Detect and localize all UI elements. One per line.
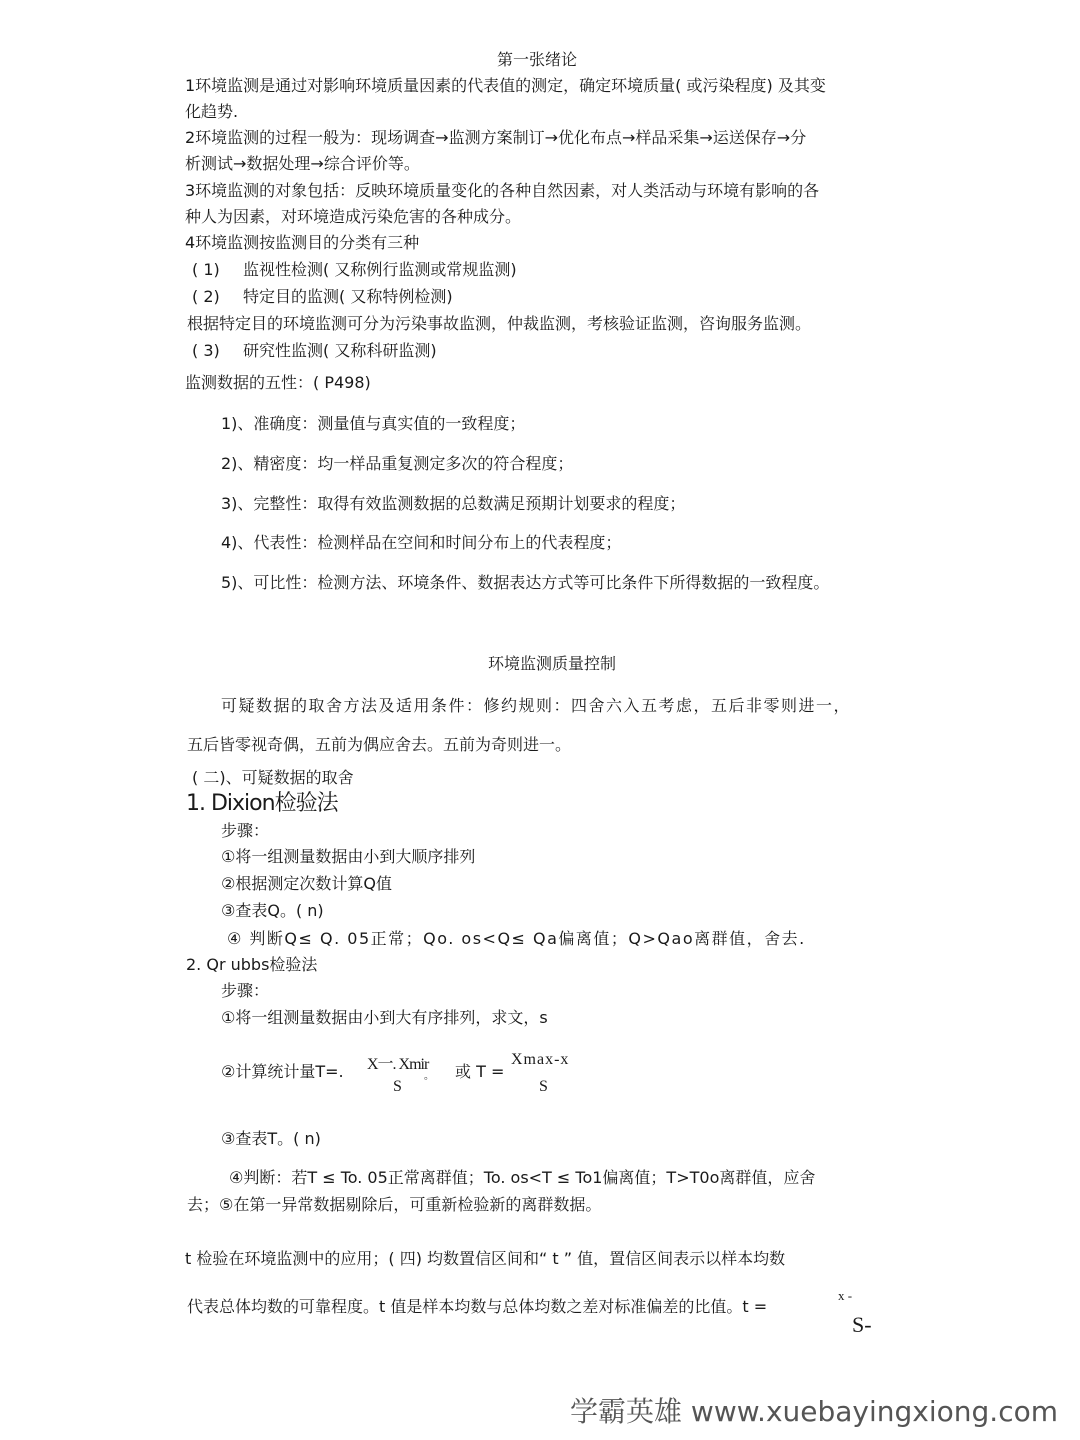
paragraph-line: 1环境监测是通过对影响环境质量因素的代表值的测定，确定环境质量( 或污染程度) 及其变: [185, 76, 826, 95]
category-text: 特定目的监测( 又称特例检测): [243, 287, 453, 306]
steps-label: 步骤：: [221, 821, 270, 840]
step-item: 去；⑤在第一异常数据剔除后，可重新检验新的离群数据。: [187, 1195, 602, 1214]
step-item: ③查表T。( n): [221, 1129, 321, 1148]
step-item: ④判断：若T ≤ To. 05正常离群值；To. os<T ≤ To1偏离值；T>T0o离群值，应舍: [229, 1168, 816, 1187]
category-text: 研究性监测( 又称科研监测): [243, 341, 437, 360]
five-property-item: 1)、准确度：测量值与真实值的一致程度；: [221, 414, 526, 433]
t-formula-top: x -: [838, 1288, 853, 1303]
method-title: 2. Qr ubbs检验法: [186, 955, 318, 974]
or-label: 或 T =: [455, 1062, 505, 1081]
category-number: ( 2): [192, 287, 220, 306]
fraction-numerator: Xmax-x: [511, 1051, 570, 1068]
five-properties-title: 监测数据的五性：( P498): [185, 373, 371, 392]
paragraph-line: 化趋势.: [185, 102, 239, 121]
fraction-denominator: S: [539, 1078, 548, 1095]
step-item: ①将一组测量数据由小到大顺序排列: [221, 847, 476, 866]
five-property-item: 5)、可比性：检测方法、环境条件、数据表达方式等可比条件下所得数据的一致程度。: [221, 573, 830, 592]
paragraph-line: 析测试→数据处理→综合评价等。: [185, 154, 420, 173]
subsection-heading: ( 二)、可疑数据的取舍: [192, 768, 354, 787]
five-property-item: 4)、代表性：检测样品在空间和时间分布上的代表程度；: [221, 533, 622, 552]
watermark-footer: 学霸英雄 www.xuebayingxiong.com: [570, 1395, 1058, 1428]
section-title: 环境监测质量控制: [488, 654, 617, 673]
category-number: ( 3): [192, 341, 220, 360]
fraction-denominator: S: [393, 1078, 402, 1095]
paragraph-line: 种人为因素，对环境造成污染危害的各种成分。: [185, 207, 522, 226]
fraction-numerator: X一. Xmir: [367, 1056, 429, 1073]
method-title: 1. Dixion检验法: [186, 791, 338, 816]
five-property-item: 3)、完整性：取得有效监测数据的总数满足预期计划要求的程度；: [221, 494, 686, 513]
paragraph-line: 代表总体均数的可靠程度。t 值是样本均数与总体均数之差对标准偏差的比值。t =: [187, 1297, 768, 1316]
paragraph-line: 可疑数据的取舍方法及适用条件：修约规则：四舍六入五考虑，五后非零则进一，: [221, 696, 852, 715]
paragraph-line: 五后皆零视奇偶，五前为偶应舍去。五前为奇则进一。: [187, 735, 572, 754]
step-item: ④ 判断Q≤ Q. 05正常；Qo. os<Q≤ Qa偏离值；Q>Qao离群值，舍去.: [227, 929, 806, 948]
steps-label: 步骤：: [221, 981, 270, 1000]
five-property-item: 2)、精密度：均一样品重复测定多次的符合程度；: [221, 454, 574, 473]
step-item: ①将一组测量数据由小到大有序排列，求文，s: [221, 1008, 548, 1027]
step-item: ②计算统计量T=.: [221, 1062, 344, 1081]
paragraph-line: 4环境监测按监测目的分类有三种: [185, 233, 420, 252]
category-text: 监视性检测( 又称例行监测或常规监测): [243, 260, 517, 279]
fraction-dot: 。: [424, 1071, 434, 1082]
category-number: ( 1): [192, 260, 220, 279]
paragraph-line: 2环境监测的过程一般为：现场调查→监测方案制订→优化布点→样品采集→运送保存→分: [185, 128, 807, 147]
chapter-title: 第一张绪论: [497, 50, 578, 69]
step-item: ②根据测定次数计算Q值: [221, 874, 392, 893]
category-note: 根据特定目的环境监测可分为污染事故监测，仲裁监测，考核验证监测，咨询服务监测。: [187, 314, 812, 333]
paragraph-line: t 检验在环境监测中的应用；( 四) 均数置信区间和“ t ” 值，置信区间表示以样本均数: [185, 1249, 786, 1268]
t-formula-bottom: S-: [852, 1312, 872, 1337]
step-item: ③查表Q。( n): [221, 901, 324, 920]
paragraph-line: 3环境监测的对象包括：反映环境质量变化的各种自然因素，对人类活动与环境有影响的各: [185, 181, 820, 200]
